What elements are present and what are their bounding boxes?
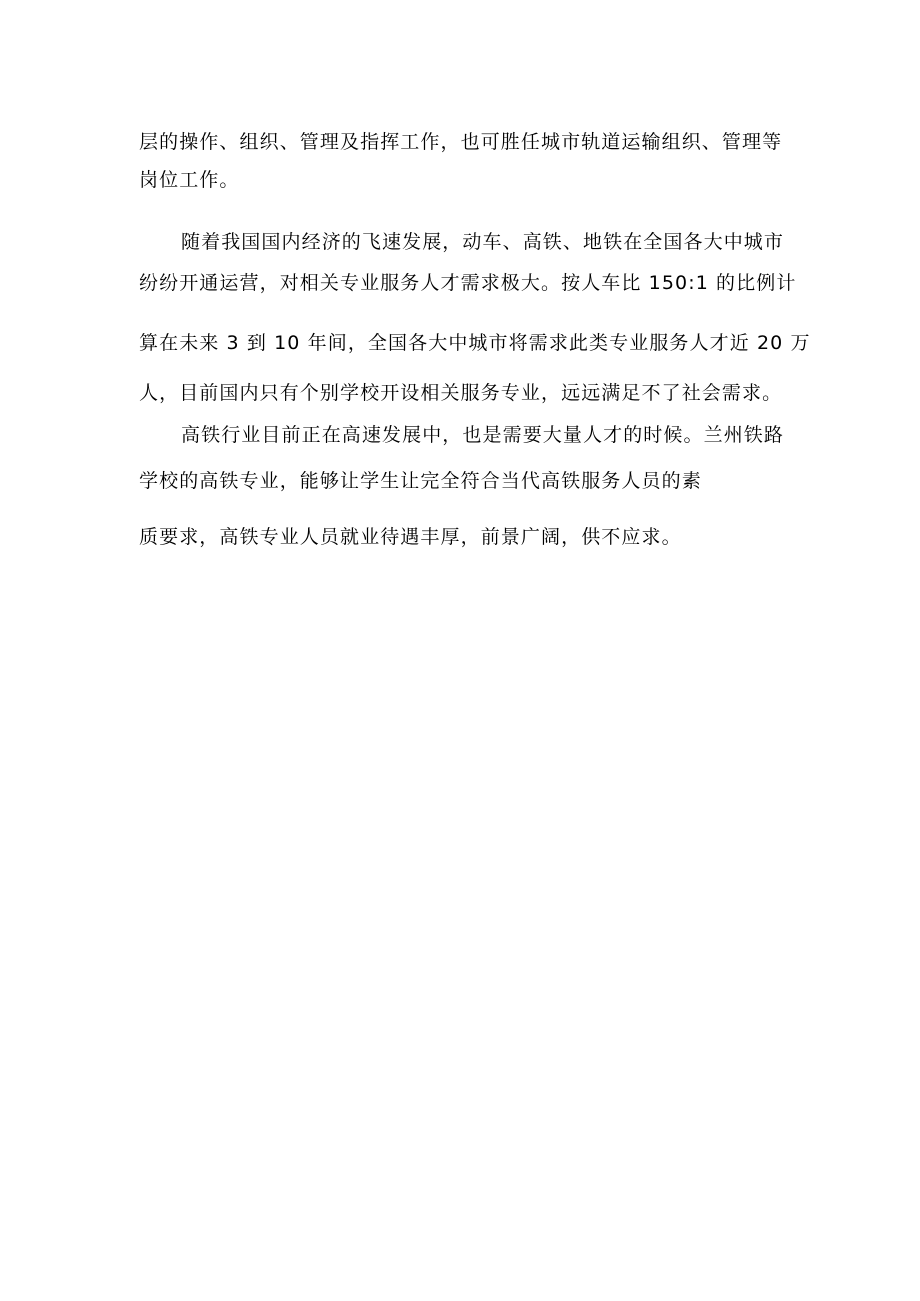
- text-line: 质要求，高铁专业人员就业待遇丰厚，前景广阔，供不应求。: [139, 526, 682, 548]
- text-line: 层的操作、组织、管理及指挥工作，也可胜任城市轨道运输组织、管理等: [139, 131, 783, 153]
- text-line: 高铁行业目前正在高速发展中，也是需要大量人才的时候。兰州铁路: [181, 424, 785, 446]
- text-line: 纷纷开通运营，对相关专业服务人才需求极大。按人车比 150:1 的比例计: [139, 272, 797, 294]
- text-line: 人，目前国内只有个别学校开设相关服务专业，远远满足不了社会需求。: [139, 382, 783, 404]
- text-line: 随着我国国内经济的飞速发展，动车、高铁、地铁在全国各大中城市: [181, 231, 785, 253]
- text-line: 学校的高铁专业，能够让学生让完全符合当代高铁服务人员的素: [139, 470, 702, 492]
- text-line: 岗位工作。: [139, 169, 240, 191]
- text-line: 算在未来 3 到 10 年间，全国各大中城市将需求此类专业服务人才近 20 万: [139, 332, 811, 354]
